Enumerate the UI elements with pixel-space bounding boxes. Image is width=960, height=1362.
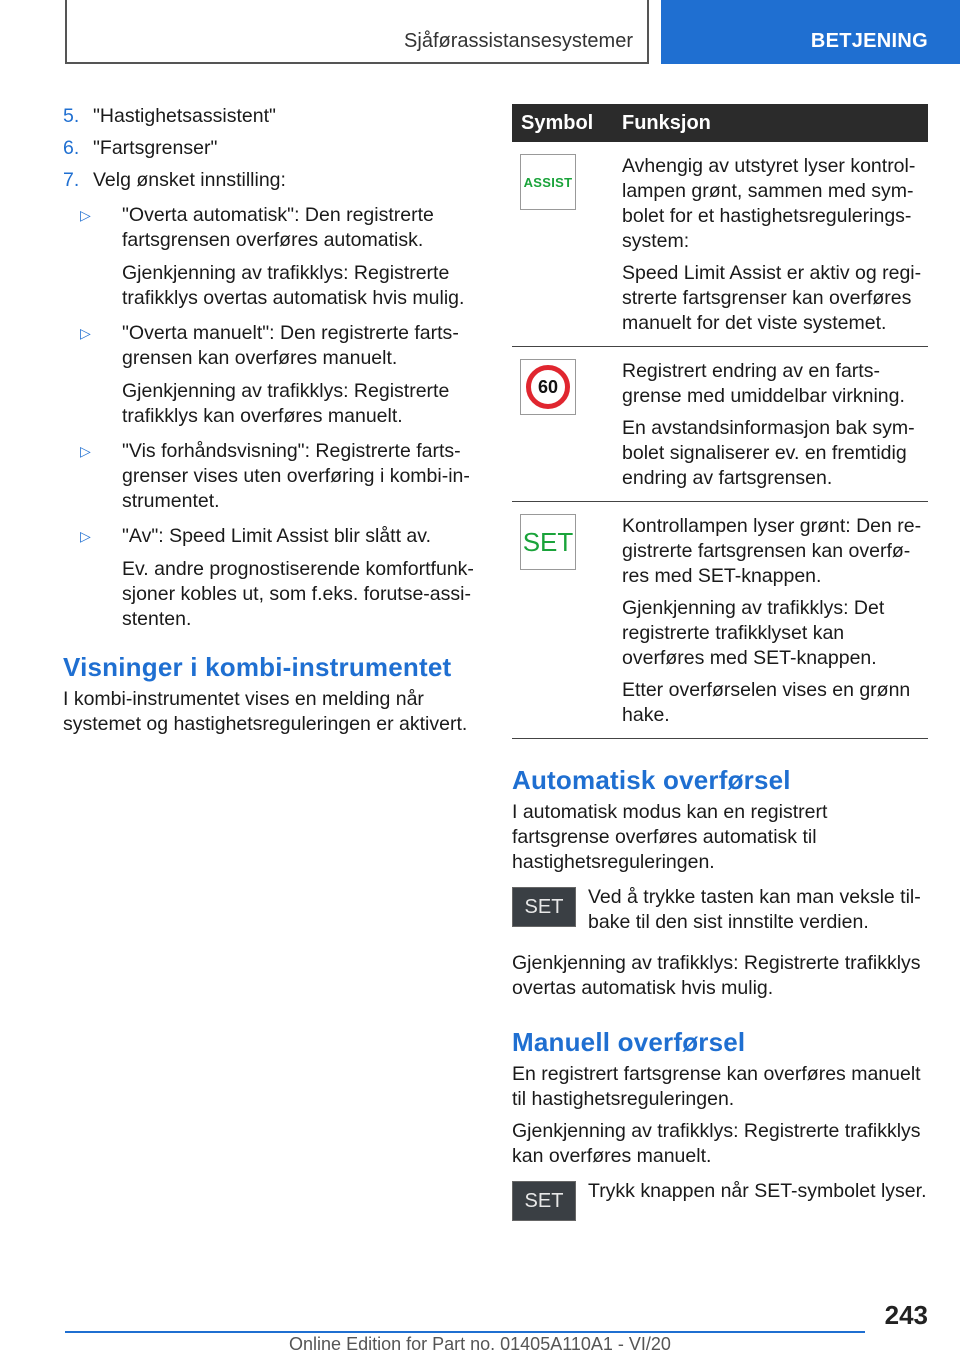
page-number: 243 (884, 1300, 928, 1330)
section-title: Sjåførassistansesystemer (404, 30, 633, 52)
footer-divider (65, 1331, 865, 1333)
step-text: Velg ønsket innstilling: (93, 169, 286, 191)
set-button-text: Ved å trykke tasten kan man veksle tilbake til den sist innstilte verdien. (588, 886, 921, 933)
step-number: 7. (63, 169, 80, 191)
auto-traffic-light-text: Gjenkjenning av trafikklys: Registrerte trafikklys overtas automatisk hvis mulig. (512, 952, 921, 999)
set-button-text: Trykk knappen når SET-symbolet lyser. (588, 1180, 927, 1202)
option-item (63, 203, 479, 311)
option-note: Gjenkjenning av trafikklys: Registrerte trafikklys kan overføres manuelt. (122, 380, 450, 427)
step-number: 6. (63, 137, 80, 159)
right-column (512, 104, 928, 1239)
step-number: 5. (63, 105, 80, 127)
option-text: "Av": Speed Limit Assist blir slått av. (122, 525, 431, 547)
function-text: Kontrollampen lyser grønt: Den registrerte fartsgrensen kan overføres med SET-knappen. (622, 515, 922, 587)
chapter-title: BETJENING (810, 30, 928, 52)
set-indicator-icon: SET (520, 514, 576, 570)
auto-transfer-heading: Automatisk overførsel (512, 765, 791, 795)
section-heading: Visninger i kombi-instrumentet (63, 652, 452, 682)
option-item (63, 439, 479, 514)
symbol-cell (512, 502, 622, 739)
section-paragraph: I kombi-instrumentet vises en melding når systemet og hastighetsreguleringen er aktivert. (63, 688, 468, 735)
manual-traffic-light-text: Gjenkjenning av trafikklys: Registrerte trafikklys kan overføres manuelt. (512, 1120, 921, 1167)
set-button-icon: SET (512, 887, 576, 927)
speed-limit-value: 60 (526, 365, 570, 409)
option-item (63, 524, 479, 632)
header-chapter-tab (661, 0, 960, 64)
left-column (63, 104, 479, 737)
symbol-cell (512, 142, 622, 347)
table-row (512, 502, 928, 739)
set-button-icon: SET (512, 1181, 576, 1221)
column-header-function: Funksjon (622, 104, 928, 142)
column-header-symbol: Symbol (512, 104, 622, 142)
option-text: "Vis forhåndsvisning": Registrerte fartsgrenser vises uten overføring i kombi-instrumentet. (122, 440, 470, 512)
function-cell (622, 502, 928, 739)
triangle-bullet-icon: ▷ (80, 325, 91, 341)
table-row (512, 347, 928, 502)
auto-transfer-text: I automatisk modus kan en registrert fartsgrense overføres automatisk til hastighetsreguleringen. (512, 801, 828, 873)
table-header-row (512, 104, 928, 142)
triangle-bullet-icon: ▷ (80, 207, 91, 223)
list-item (63, 136, 479, 161)
function-cell (622, 142, 928, 347)
manual-transfer-heading: Manuell overførsel (512, 1027, 746, 1057)
option-text: "Overta manuelt": Den registrerte fartsgrensen kan overføres manuelt. (122, 322, 459, 369)
table-row (512, 142, 928, 347)
function-text: Avhengig av utstyret lyser kontrollampen grønt, sammen med symbolet for et hastighetsreguleringssystem: (622, 155, 916, 252)
option-note: Ev. andre prognostiserende komfortfunksjoner kobles ut, som f.eks. forutse-assistenten. (122, 558, 474, 630)
list-item (63, 168, 479, 193)
list-item (63, 104, 479, 129)
function-text: Gjenkjenning av trafikklys: Det registrerte trafikklyset kan overføres med SET-knappen. (622, 597, 885, 669)
edition-text: Online Edition for Part no. 01405A110A1 - VI/20 (289, 1334, 671, 1354)
symbol-table (512, 104, 928, 739)
set-button-instruction (512, 885, 928, 935)
function-text: Etter overførselen vises en grønn hake. (622, 679, 911, 726)
function-cell (622, 347, 928, 502)
speed-limit-sign-icon (520, 359, 576, 415)
set-button-instruction (512, 1179, 928, 1223)
symbol-cell (512, 347, 622, 502)
function-text: Registrert endring av en fartsgrense med umiddelbar virkning. (622, 360, 905, 407)
triangle-bullet-icon: ▷ (80, 528, 91, 544)
step-text: "Fartsgrenser" (93, 137, 218, 159)
manual-transfer-text: En registrert fartsgrense kan overføres manuelt til hastighetsreguleringen. (512, 1063, 921, 1110)
function-text: En avstandsinformasjon bak symbolet signaliserer ev. en fremtidig endring av fartsgrensen. (622, 417, 915, 489)
triangle-bullet-icon: ▷ (80, 443, 91, 459)
function-text: Speed Limit Assist er aktiv og registrerte fartsgrenser kan overføres manuelt for det viste systemet. (622, 262, 922, 334)
option-item (63, 321, 479, 429)
option-text: "Overta automatisk": Den registrerte fartsgrensen overføres automatisk. (122, 204, 434, 251)
option-note: Gjenkjenning av trafikklys: Registrerte trafikklys overtas automatisk hvis mulig. (122, 262, 465, 309)
step-text: "Hastighetsassistent" (93, 105, 276, 127)
footer-edition (0, 1334, 960, 1355)
assist-indicator-icon: ASSIST (520, 154, 576, 210)
header-section-title (65, 0, 649, 64)
